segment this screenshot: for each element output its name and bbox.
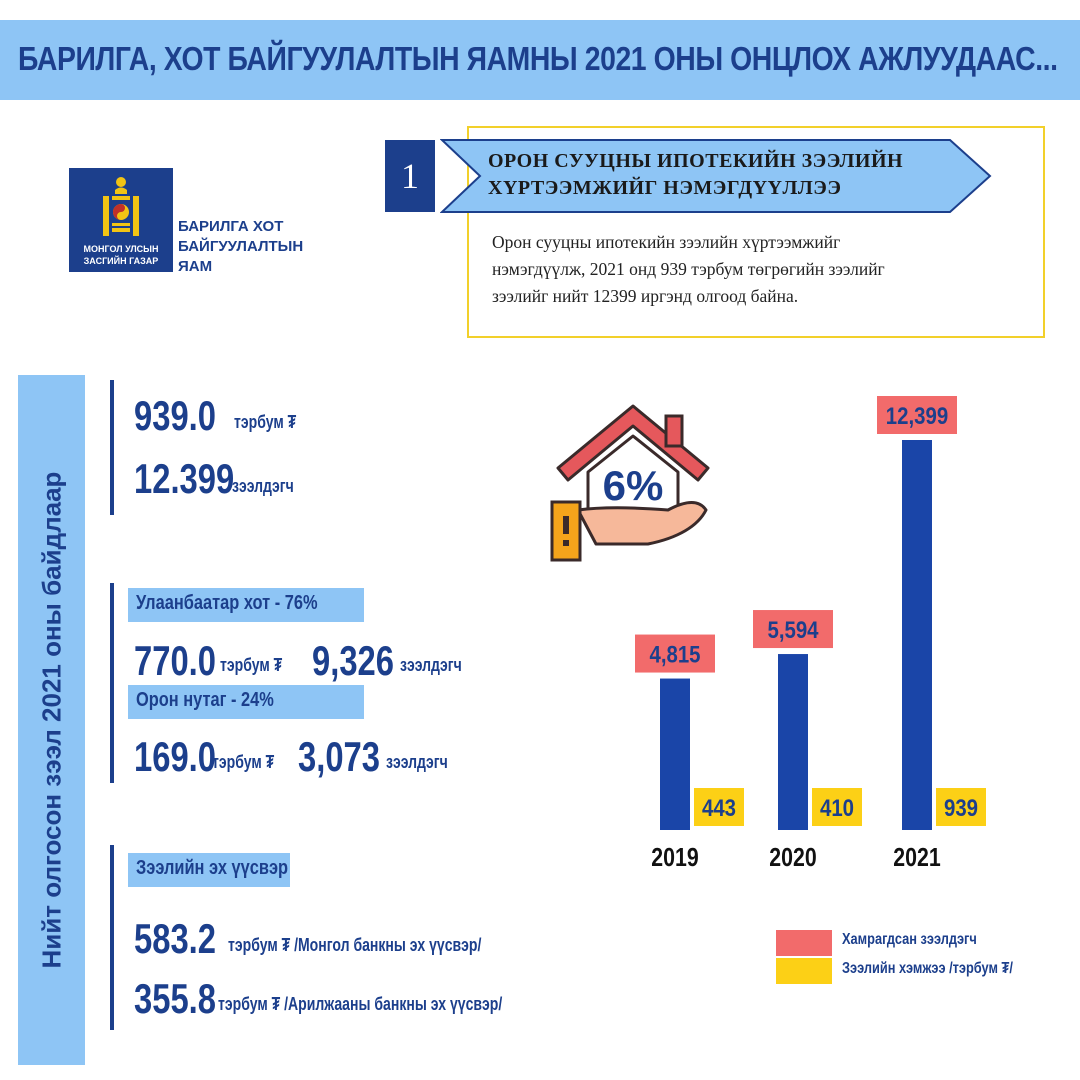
- ub-amount: 770.0: [134, 637, 216, 684]
- x-tick-label-2020: 2020: [769, 843, 817, 873]
- side-label: Нийт олгосон зээл 2021 оны байдлаар: [36, 471, 66, 969]
- legend-label-borrowers: Хамрагдсан зээлдэгч: [842, 931, 977, 948]
- ministry-name-line2: БАЙГУУЛАЛТЫН: [178, 238, 304, 255]
- data-label-borrowers-2021: 12,399: [885, 402, 949, 430]
- highlight-number: 1: [385, 140, 435, 212]
- total-amount-unit: тэрбум ₮: [234, 412, 297, 432]
- x-tick-label-2019: 2019: [651, 843, 699, 873]
- x-tick-label-2021: 2021: [893, 843, 941, 873]
- highlight-desc-line3: зээлийг нийт 12399 иргэнд олгоод байна.: [492, 286, 799, 306]
- highlight-title-line1: ОРОН СУУЦНЫ ИПОТЕКИЙН ЗЭЭЛИЙН: [488, 150, 904, 172]
- legend-swatch-amount: [776, 958, 832, 984]
- ministry-name-line1: БАРИЛГА ХОТ: [178, 218, 284, 235]
- logo-caption-line1: МОНГОЛ УЛСЫН: [83, 244, 159, 254]
- highlight-desc-line1: Орон сууцны ипотекийн зээлийн хүртээмжийг: [492, 232, 841, 252]
- highlight-title-line2: ХҮРТЭЭМЖИЙГ НЭМЭГДҮҮЛЛЭЭ: [488, 177, 842, 199]
- rural-borrowers: 3,073: [298, 733, 380, 780]
- highlight-desc-line2: нэмэгдүүлж, 2021 онд 939 тэрбум төгрөгийн зээлийг: [492, 259, 885, 279]
- total-borrowers: 12.399: [134, 455, 235, 502]
- bar-borrowers-2019: [660, 679, 690, 830]
- ministry-name-line3: ЯАМ: [178, 258, 213, 275]
- legend-swatch-borrowers: [776, 930, 832, 956]
- side-label-bar: [18, 375, 85, 1065]
- rural-amount-unit: тэрбум ₮: [212, 752, 275, 772]
- ub-borrowers: 9,326: [312, 637, 394, 684]
- bar-borrowers-2021: [902, 440, 932, 830]
- data-label-borrowers-2020: 5,594: [767, 616, 819, 644]
- total-borrowers-unit: зээлдэгч: [232, 476, 294, 496]
- borrowers-loans-chart: [620, 390, 1040, 880]
- bar-borrowers-2020: [778, 654, 808, 830]
- mongolbank-text: тэрбум ₮ /Монгол банкны эх үүсвэр/: [228, 935, 482, 955]
- page-title: БАРИЛГА, ХОТ БАЙГУУЛАЛТЫН ЯАМНЫ 2021 ОНЫ ОНЦЛОХ АЖЛУУДААС...: [18, 40, 1058, 77]
- total-amount: 939.0: [134, 392, 216, 439]
- ub-borrowers-unit: зээлдэгч: [400, 655, 462, 675]
- rural-amount: 169.0: [134, 733, 216, 780]
- sources-divider: [110, 845, 114, 1030]
- legend-label-amount: Зээлийн хэмжээ /тэрбум ₮/: [842, 960, 1013, 977]
- government-logo: [69, 168, 173, 272]
- rural-borrowers-unit: зээлдэгч: [386, 752, 448, 772]
- commercial-text: тэрбум ₮ /Арилжааны банкны эх үүсвэр/: [218, 994, 503, 1014]
- header-banner: [0, 20, 1080, 100]
- data-label-amount-2019: 443: [701, 794, 737, 822]
- totals-divider: [110, 380, 114, 515]
- interest-rate-label: 6%: [602, 462, 664, 509]
- data-label-amount-2020: 410: [819, 794, 855, 822]
- sources-tag: Зээлийн эх үүсвэр: [128, 853, 290, 887]
- soyombo-icon: [97, 176, 145, 238]
- commercial-amount: 355.8: [134, 975, 216, 1022]
- regions-divider: [110, 583, 114, 783]
- ub-tag: Улаанбаатар хот - 76%: [128, 588, 364, 622]
- ub-amount-unit: тэрбум ₮: [220, 655, 283, 675]
- mongolbank-amount: 583.2: [134, 915, 216, 962]
- logo-caption-line2: ЗАСГИЙН ГАЗАР: [83, 256, 159, 266]
- data-label-borrowers-2019: 4,815: [649, 640, 701, 668]
- data-label-amount-2021: 939: [943, 794, 979, 822]
- rural-tag: Орон нутаг - 24%: [128, 685, 364, 719]
